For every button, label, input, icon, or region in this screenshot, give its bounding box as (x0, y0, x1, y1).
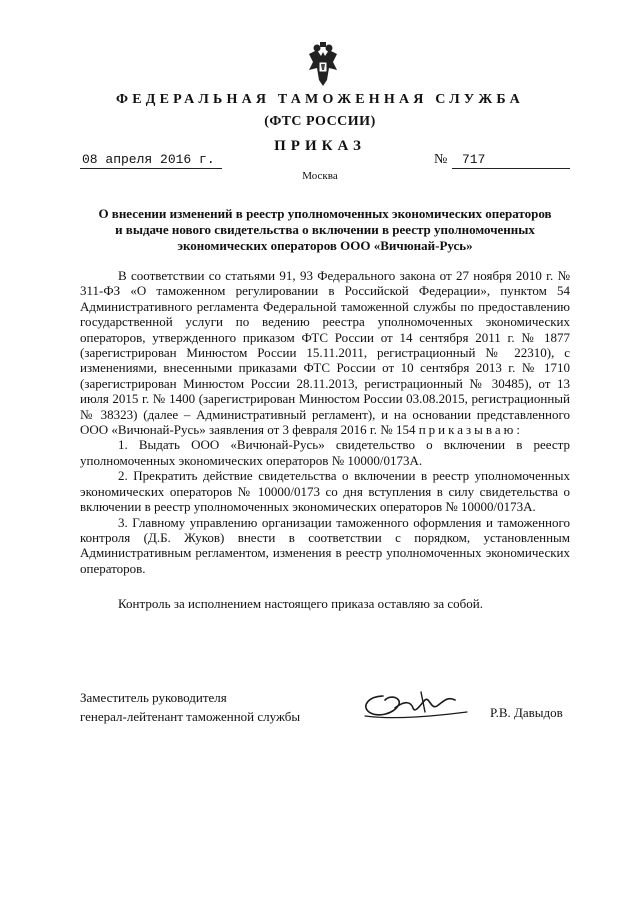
document-date: 08 апреля 2016 г. (80, 152, 222, 169)
number-label: № (434, 152, 448, 167)
heading-line: экономических операторов ООО «Вичюнай-Русь» (177, 238, 473, 253)
preamble-text: В соответствии со статьями 91, 93 Федерального закона от 27 ноября 2010 г. № 311-ФЗ «О таможенном регулировании в Российской Федерации», пунктом 54 Административного регламента Федеральной таможенной службы по предоставлению государственной услуги по ведению реестра уполномоченных экономических операторов, утвержденного приказом ФТС России от 14 сентября 2011 г. № 1877 (зарегистрирован Минюстом России 15.11.2011, регистрационный № 22310), с изменениями, внесенными приказами ФТС России от 10 сентября 2013 г. № 1710 (зарегистрирован Минюстом России 28.11.2013, регистрационный № 30485), от 13 июля 2015 г. № 1400 (зарегистрирован Минюстом России 03.08.2015, регистрационный № 38323) (далее – Административный регламент), и на основании представленного ООО «Вичюнай-Русь» заявления от 3 февраля 2016 г. № 154 (80, 268, 570, 438)
order-item-2: 2. Прекратить действие свидетельства о включении в реестр уполномоченных экономических операторов № 10000/0173 со дня вступления в силу свидетельства о включении в реестр уполномоченных экономических операторов № 10000/0173А. (80, 468, 570, 515)
document-heading (80, 206, 570, 254)
document-body (80, 268, 570, 612)
heading-line: и выдаче нового свидетельства о включении в реестр уполномоченных (115, 222, 535, 237)
document-number: 717 (452, 152, 570, 169)
position-line-1: Заместитель руководителя (80, 690, 227, 705)
control-paragraph: Контроль за исполнением настоящего приказа оставляю за собой. (118, 596, 483, 612)
preamble-paragraph (80, 268, 570, 437)
order-item-3: 3. Главному управлению организации таможенного оформления и таможенного контроля (Д.Б. Жуков) внести в соответствии с порядком, установленным Административным регламентом, изменения в реестр уполномоченных экономических операторов. (80, 514, 570, 576)
signatory-position (80, 688, 300, 726)
position-line-2: генерал-лейтенант таможенной службы (80, 709, 301, 724)
org-short-name: (ФТС РОССИИ) (264, 114, 376, 129)
heading-line: О внесении изменений в реестр уполномоченных экономических операторов (98, 206, 552, 221)
signatory-name: Р.В. Давыдов (490, 705, 563, 720)
document-type: ПРИКАЗ (274, 138, 366, 154)
order-word: приказываю: (418, 422, 523, 438)
order-item-1: 1. Выдать ООО «Вичюнай-Русь» свидетельство о включении в реестр уполномоченных экономических операторов № 10000/0173А. (80, 437, 570, 468)
coat-of-arms-icon (303, 40, 343, 90)
org-title: ФЕДЕРАЛЬНАЯ ТАМОЖЕННАЯ СЛУЖБА (116, 92, 524, 107)
handwritten-signature (355, 682, 475, 728)
city: Москва (302, 170, 338, 182)
